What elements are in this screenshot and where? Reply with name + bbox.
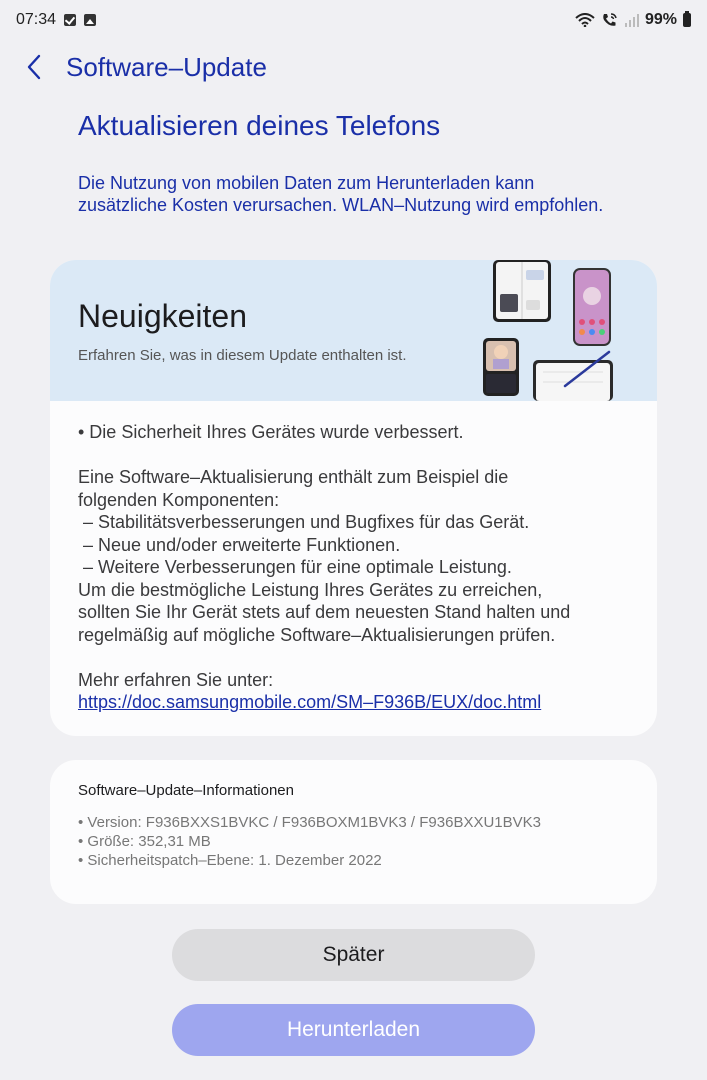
security-note: • Die Sicherheit Ihres Gerätes wurde verbessert.	[78, 422, 464, 442]
doc-link[interactable]: https://doc.samsungmobile.com/SM–F936B/EUX/doc.html	[78, 692, 542, 712]
intro-text-line: folgenden Komponenten:	[78, 489, 280, 510]
recommendation-line: Um die bestmögliche Leistung Ihres Gerätes zu erreichen,	[78, 579, 543, 600]
intro-text-line: Eine Software–Aktualisierung enthält zum Beispiel die	[78, 467, 509, 487]
update-info-card	[50, 760, 657, 904]
update-info-title: Software–Update–Informationen	[78, 782, 294, 799]
download-button[interactable]: Herunterladen	[172, 1004, 535, 1056]
chevron-left-icon	[26, 54, 42, 80]
version-info: • Version: F936BXXS1BVKC / F936BOXM1BVK3 / F936BXXU1BVK3	[78, 814, 541, 831]
more-info-label: Mehr erfahren Sie unter:	[78, 669, 274, 690]
wifi-calling-icon	[601, 12, 619, 28]
battery-percentage: 99%	[644, 11, 677, 28]
signal-icon	[625, 13, 639, 27]
status-bar	[0, 0, 707, 40]
component-item: – Stabilitätsverbesserungen und Bugfixes für das Gerät.	[78, 512, 530, 532]
recommendation-line: sollten Sie Ihr Gerät stets auf dem neuesten Stand halten und	[78, 602, 571, 622]
security-patch-info: • Sicherheitspatch–Ebene: 1. Dezember 2022	[78, 852, 382, 869]
battery-icon	[683, 13, 691, 27]
status-time: 07:34	[16, 11, 57, 28]
news-subtitle: Erfahren Sie, was in diesem Update enthalten ist.	[78, 347, 407, 364]
task-check-icon	[64, 14, 76, 26]
app-header	[0, 44, 707, 90]
gallery-icon	[84, 14, 96, 26]
size-info: • Größe: 352,31 MB	[78, 833, 211, 850]
page-title: Aktualisieren deines Telefons	[78, 110, 441, 141]
component-item: – Neue und/oder erweiterte Funktionen.	[78, 534, 401, 555]
news-banner	[50, 260, 657, 401]
news-title: Neuigkeiten	[78, 298, 247, 334]
devices-illustration	[483, 260, 643, 401]
later-button[interactable]: Später	[172, 929, 535, 981]
back-button[interactable]	[14, 47, 54, 87]
recommendation-line: regelmäßig auf mögliche Software–Aktualisierungen prüfen.	[78, 624, 556, 645]
news-card	[50, 260, 657, 736]
mobile-data-notice: Die Nutzung von mobilen Daten zum Herunterladen kann zusätzliche Kosten verursachen. WLAN–Nutzung wird empfohlen.	[78, 173, 604, 215]
status-right	[575, 11, 691, 29]
wifi-icon	[575, 13, 595, 27]
header-title: Software–Update	[66, 51, 267, 82]
news-body	[50, 401, 657, 714]
component-item: – Weitere Verbesserungen für eine optimale Leistung.	[78, 557, 512, 577]
